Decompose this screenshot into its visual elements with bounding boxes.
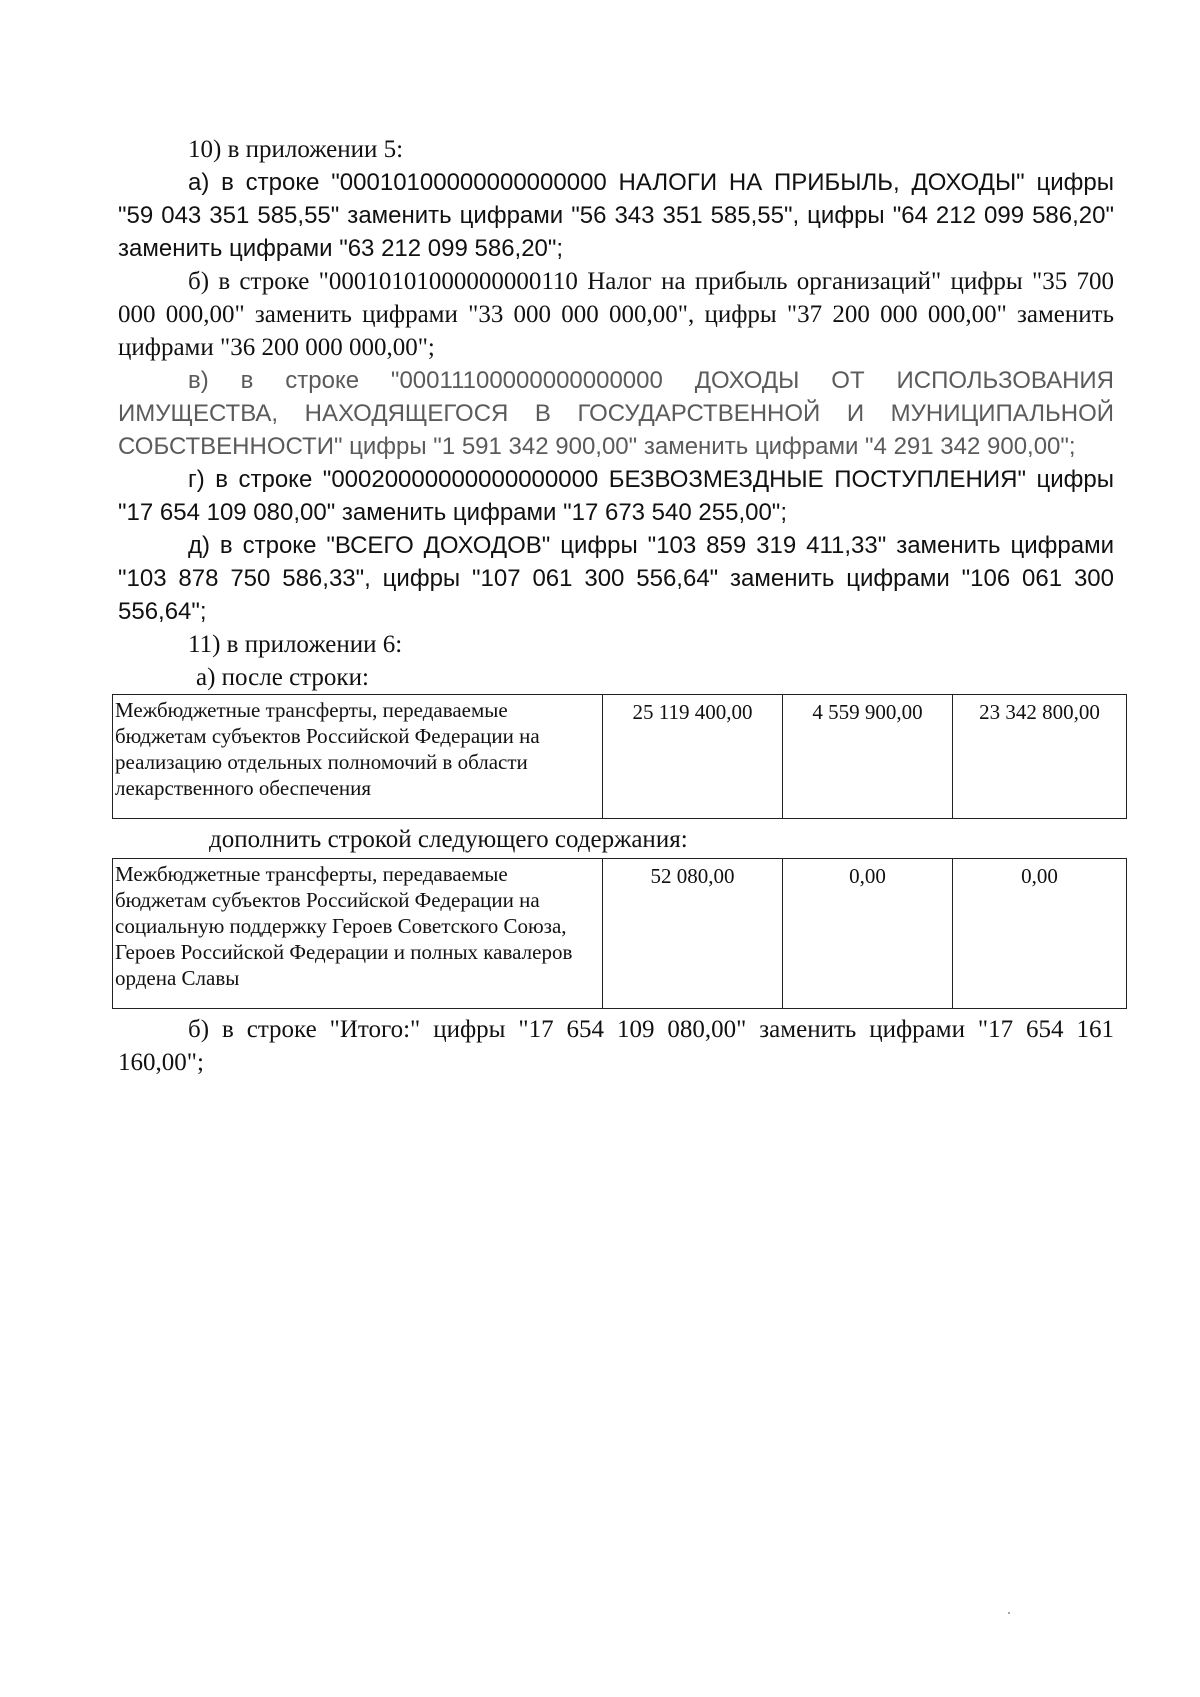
table-cell-value-3: 0,00 <box>953 859 1127 1009</box>
item-11-b-paragraph: б) в строке "Итого:" цифры "17 654 109 080,00" заменить цифрами "17 654 161 160,00"; <box>118 1016 1114 1076</box>
item-10-v-paragraph: в) в строке "00011100000000000000 ДОХОДЫ ОТ ИСПОЛЬЗОВАНИЯ ИМУЩЕСТВА, НАХОДЯЩЕГОСЯ В ГОСУДАРСТВЕННОЙ И МУНИЦИПАЛЬНОЙ СОБСТВЕННОСТИ" цифры "1 591 342 900,00" заменить цифрами "4 291 342 900,00"; <box>118 367 1114 460</box>
table-after-row <box>112 694 1127 819</box>
supplement-label: дополнить строкой следующего содержания: <box>209 826 688 853</box>
table-row <box>113 695 1127 819</box>
table-cell-value-3: 23 342 800,00 <box>953 695 1127 819</box>
table-cell-value-2: 4 559 900,00 <box>783 695 953 819</box>
table-cell-description: Межбюджетные трансферты, передаваемые бюджетам субъектов Российской Федерации на реализацию отдельных полномочий в области лекарственного обеспечения <box>113 695 603 819</box>
document-body <box>115 133 1114 1079</box>
table-cell-description: Межбюджетные трансферты, передаваемые бюджетам субъектов Российской Федерации на социальную поддержку Героев Советского Союза, Героев Российской Федерации и полных кавалеров ордена Славы <box>113 859 603 1009</box>
item-10-d-paragraph: д) в строке "ВСЕГО ДОХОДОВ" цифры "103 859 319 411,33" заменить цифрами "103 878 750 586,33", цифры "107 061 300 556,64" заменить цифрами "106 061 300 556,64"; <box>118 532 1114 625</box>
item-11-heading: 11) в приложении 6: <box>188 631 403 658</box>
item-11-a-label: а) после строки: <box>196 664 369 691</box>
table-cell-value-2: 0,00 <box>783 859 953 1009</box>
item-10-heading: 10) в приложении 5: <box>188 136 404 163</box>
table-cell-value-1: 25 119 400,00 <box>603 695 783 819</box>
table-cell-value-1: 52 080,00 <box>603 859 783 1009</box>
table-new-row <box>112 858 1127 1009</box>
scan-speck <box>1008 1612 1010 1614</box>
item-10-a-paragraph: а) в строке "00010100000000000000 НАЛОГИ НА ПРИБЫЛЬ, ДОХОДЫ" цифры "59 043 351 585,55" заменить цифрами "56 343 351 585,55", цифры "64 212 099 586,20" заменить цифрами "63 212 099 586,20"; <box>118 169 1114 262</box>
table-row <box>113 859 1127 1009</box>
item-10-g-paragraph: г) в строке "00020000000000000000 БЕЗВОЗМЕЗДНЫЕ ПОСТУПЛЕНИЯ" цифры "17 654 109 080,00" заменить цифрами "17 673 540 255,00"; <box>118 466 1114 526</box>
item-10-b-paragraph: б) в строке "00010101000000000110 Налог на прибыль организаций" цифры "35 700 000 000,00" заменить цифрами "33 000 000 000,00", цифры "37 200 000 000,00" заменить цифрами "36 200 000 000,00"; <box>118 268 1114 361</box>
